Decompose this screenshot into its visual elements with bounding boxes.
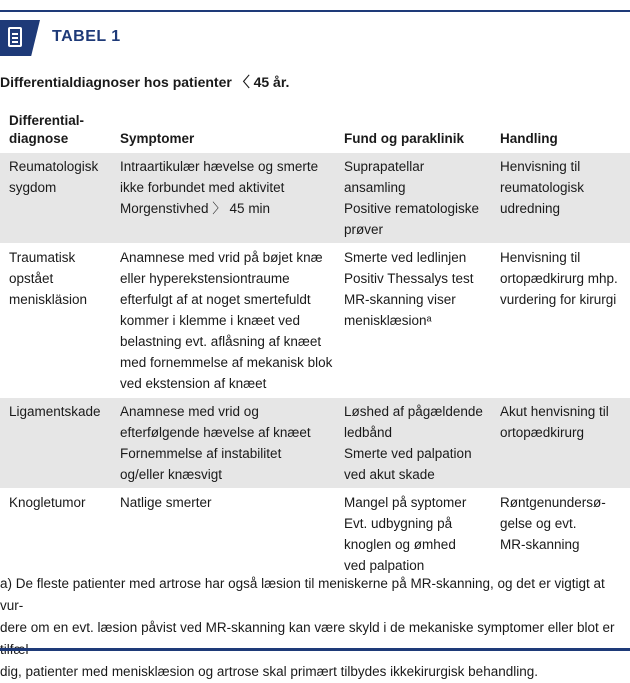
cell-symptomer [111, 244, 335, 397]
cell-line: med fornemmelse af mekanisk blok [120, 355, 333, 370]
cell-line: vurdering for kirurgi [500, 292, 617, 307]
cell-symptomer [111, 489, 335, 579]
cell-line: ansamling [344, 180, 406, 195]
cell-line: ortopædkirurg mhp. [500, 271, 618, 286]
cell-line: prøver [344, 222, 384, 237]
cell-line: Positiv Thessalys test [344, 271, 474, 286]
cell-diagnose [0, 244, 111, 397]
cell-handling [491, 489, 630, 579]
cell-line: Henvisning til [500, 250, 581, 265]
cell-handling [491, 244, 630, 397]
cell-line: ved akut skade [344, 467, 435, 482]
cell-line: Positive rematologiske [344, 201, 480, 216]
cell-diagnose [0, 489, 111, 579]
cell-line: Morgenstivhed 〉 45 min [120, 201, 271, 216]
cell-line: sygdom [9, 180, 57, 195]
footnote [0, 573, 622, 683]
column-header-handling: Handling [500, 131, 558, 146]
column-header-fund: Fund og paraklinik [344, 131, 465, 146]
cell-line: Reumatologisk [9, 159, 99, 174]
cell-line: Natlige smerter [120, 495, 212, 510]
top-rule [0, 10, 630, 12]
diagnosis-table [0, 104, 630, 579]
cell-line: Knogletumor [9, 495, 86, 510]
bottom-rule [0, 648, 630, 651]
cell-fund [335, 244, 491, 397]
column-header-symptomer: Symptomer [120, 131, 195, 146]
cell-handling [491, 398, 630, 488]
cell-line: reumatologisk [500, 180, 585, 195]
cell-line: MR-skanning [500, 537, 580, 552]
cell-line: udredning [500, 201, 561, 216]
cell-line: Fornemmelse af instabilitet [120, 446, 282, 461]
cell-line: ved palpation [344, 558, 425, 573]
cell-line: meniskläsion [9, 292, 88, 307]
table-row [0, 397, 630, 488]
cell-line: opstået [9, 271, 54, 286]
cell-symptomer [111, 153, 335, 243]
footnote-line: dig, patienter med menisklæsion og artrose skal primært tilbydes ikkekirurgisk behandling. [0, 664, 538, 679]
cell-line: Løshed af pågældende [344, 404, 483, 419]
table-header [0, 20, 630, 56]
cell-line: Intraartikulær hævelse og smerte [120, 159, 319, 174]
cell-fund [335, 489, 491, 579]
cell-line: Smerte ved palpation [344, 446, 472, 461]
cell-line: Evt. udbygning på [344, 516, 453, 531]
cell-diagnose [0, 153, 111, 243]
cell-line: Akut henvisning til [500, 404, 609, 419]
table-caption: Differentialdiagnoser hos patienter 〈 45 år. [0, 74, 290, 90]
footnote-line: a) De fleste patienter med artrose har også læsion til meniskerne på MR-skanning, og det er vigtigt at vur- [0, 576, 605, 613]
cell-line: MR-skanning viser [344, 292, 456, 307]
cell-line: og/eller knæsvigt [120, 467, 223, 482]
cell-line: eller hyperekstensiontraume [120, 271, 290, 286]
cell-line: efterfulgt af at noget smertefuldt [120, 292, 311, 307]
cell-line: Suprapatellar [344, 159, 425, 174]
cell-symptomer [111, 398, 335, 488]
cell-line: Anamnese med vrid og [120, 404, 259, 419]
footnote-line: dere om en evt. læsion påvist ved MR-skanning kan være skyld i de mekaniske symptomer eller blot er [0, 620, 615, 635]
cell-line: Anamnese med vrid på bøjet knæ [120, 250, 323, 265]
cell-line: Røntgenundersø- [500, 495, 606, 510]
cell-line: efterfølgende hævelse af knæet [120, 425, 311, 440]
cell-line: Ligamentskade [9, 404, 101, 419]
cell-line: ved ekstension af knæet [120, 376, 267, 391]
cell-line: kommer i klemme i knæet ved [120, 313, 301, 328]
table-title: TABEL 1 [52, 28, 121, 45]
table-row [0, 152, 630, 243]
cell-line: Smerte ved ledlinjen [344, 250, 467, 265]
document-list-icon [8, 27, 22, 47]
table-tag [0, 20, 40, 56]
cell-line: ortopædkirurg [500, 425, 585, 440]
cell-line: belastning evt. aflåsning af knæet [120, 334, 322, 349]
cell-line: ikke forbundet med aktivitet [120, 180, 285, 195]
table-row [0, 488, 630, 579]
cell-fund [335, 398, 491, 488]
cell-line: gelse og evt. [500, 516, 577, 531]
cell-diagnose [0, 398, 111, 488]
column-header-diagnose: Differential- diagnose [9, 113, 85, 146]
table-row [0, 243, 630, 397]
cell-line: ledbånd [344, 425, 393, 440]
cell-line: knoglen og ømhed [344, 537, 456, 552]
cell-line: Traumatisk [9, 250, 76, 265]
table-header-row [0, 104, 630, 152]
cell-line: Mangel på syptomer [344, 495, 467, 510]
cell-handling [491, 153, 630, 243]
cell-line: Henvisning til [500, 159, 581, 174]
cell-line: menisklæsionᵃ [344, 313, 432, 328]
cell-fund [335, 153, 491, 243]
